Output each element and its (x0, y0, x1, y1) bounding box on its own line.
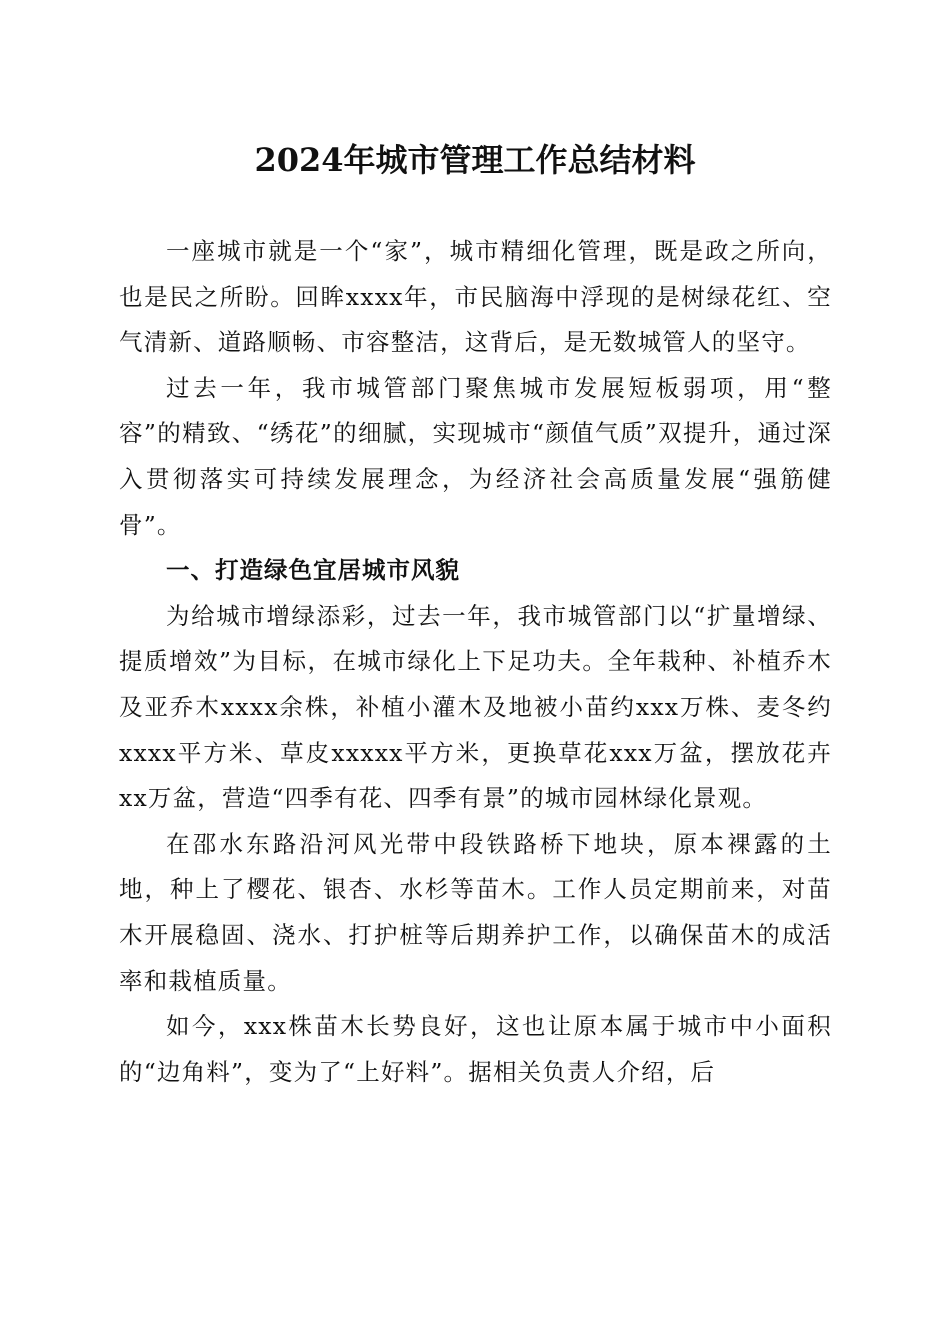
paragraph-riverside: 在邵水东路沿河风光带中段铁路桥下地块，原本裸露的土地，种上了樱花、银杏、水杉等苗木。工作人员定期前来，对苗木开展稳固、浇水、打护桩等后期养护工作，以确保苗木的成活率和栽植质量。 (119, 829, 832, 995)
paragraph-result: 如今，xxx株苗木长势良好，这也让原本属于城市中小面积的“边角料”，变为了“上好料”。据相关负责人介绍，后 (119, 1012, 832, 1086)
paragraph-greening: 为给城市增绿添彩，过去一年，我市城管部门以“扩量增绿、提质增效”为目标，在城市绿化上下足功夫。全年栽种、补植乔木及亚乔木xxxx余株，补植小灌木及地被小苗约xxx万株、麦冬约xxxx平方米、草皮xxxxx平方米，更换草花xxx万盆，摆放花卉xx万盆，营造“四季有花、四季有景”的城市园林绿化景观。 (119, 601, 832, 813)
document-title: 2024年城市管理工作总结材料 (254, 141, 696, 179)
document-body (119, 229, 832, 1095)
paragraph-overview: 过去一年，我市城管部门聚焦城市发展短板弱项，用“整容”的精致、“绣花”的细腻，实现城市“颜值气质”双提升，通过深入贯彻落实可持续发展理念，为经济社会高质量发展“强筋健骨”。 (119, 373, 832, 539)
section-heading: 一、打造绿色宜居城市风貌 (166, 556, 460, 585)
paragraph-intro: 一座城市就是一个“家”，城市精细化管理，既是政之所向，也是民之所盼。回眸xxxx年，市民脑海中浮现的是树绿花红、空气清新、道路顺畅、市容整洁，这背后，是无数城管人的坚守。 (119, 237, 832, 357)
